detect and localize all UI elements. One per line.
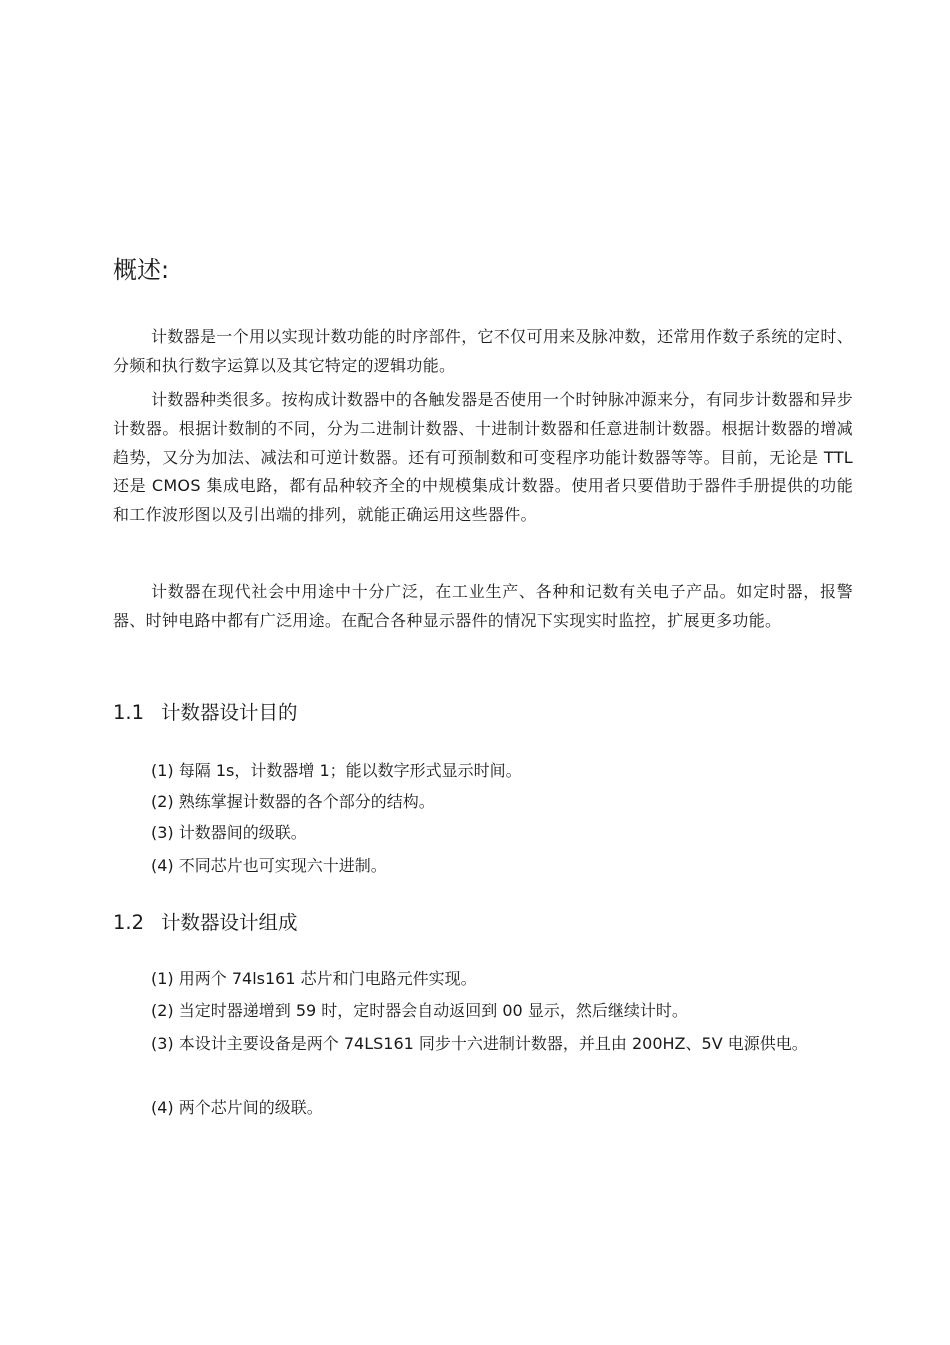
composition-item-1: (1) 用两个 74ls161 芯片和门电路元件实现。: [151, 969, 477, 988]
section-1-1-heading: [113, 698, 298, 728]
purpose-item-1: (1) 每隔 1s，计数器增 1；能以数字形式显示时间。: [151, 761, 522, 780]
purpose-item-4: (4) 不同芯片也可实现六十进制。: [151, 856, 387, 875]
section-1-2-heading: [113, 908, 298, 938]
overview-title: 概述:: [113, 256, 170, 284]
section-1-2-number: 1.2: [113, 911, 145, 934]
composition-item-3: (3) 本设计主要设备是两个 74LS161 同步十六进制计数器，并且由 200HZ、5V 电源供电。: [151, 1034, 808, 1053]
purpose-item-2: (2) 熟练掌握计数器的各个部分的结构。: [151, 792, 435, 811]
overview-paragraph-3: 计数器在现代社会中用途中十分广泛，在工业生产、各种和记数有关电子产品。如定时器，报警器、时钟电路中都有广泛用途。在配合各种显示器件的情况下实现实时监控，扩展更多功能。: [113, 582, 853, 630]
section-1-2-title: 计数器设计组成: [161, 911, 298, 934]
composition-item-2: (2) 当定时器递增到 59 时，定时器会自动返回到 00 显示，然后继续计时。: [151, 1001, 688, 1020]
section-1-1-title: 计数器设计目的: [161, 701, 298, 724]
overview-paragraph-2: 计数器种类很多。按构成计数器中的各触发器是否使用一个时钟脉冲源来分，有同步计数器和异步计数器。根据计数制的不同，分为二进制计数器、十进制计数器和任意进制计数器。根据计数器的增减趋势，又分为加法、减法和可逆计数器。还有可预制数和可变程序功能计数器等等。目前，无论是 TTL 还是 CMOS 集成电路，都有品种较齐全的中规模集成计数器。使用者只要借助于器件手册提供的功能和工作波形图以及引出端的排列，就能正确运用这些器件。: [113, 390, 853, 525]
purpose-item-3: (3) 计数器间的级联。: [151, 823, 307, 842]
overview-paragraph-1: 计数器是一个用以实现计数功能的时序部件，它不仅可用来及脉冲数，还常用作数子系统的定时、分频和执行数字运算以及其它特定的逻辑功能。: [113, 327, 853, 375]
section-1-1-number: 1.1: [113, 701, 145, 724]
composition-item-4: (4) 两个芯片间的级联。: [151, 1098, 323, 1117]
